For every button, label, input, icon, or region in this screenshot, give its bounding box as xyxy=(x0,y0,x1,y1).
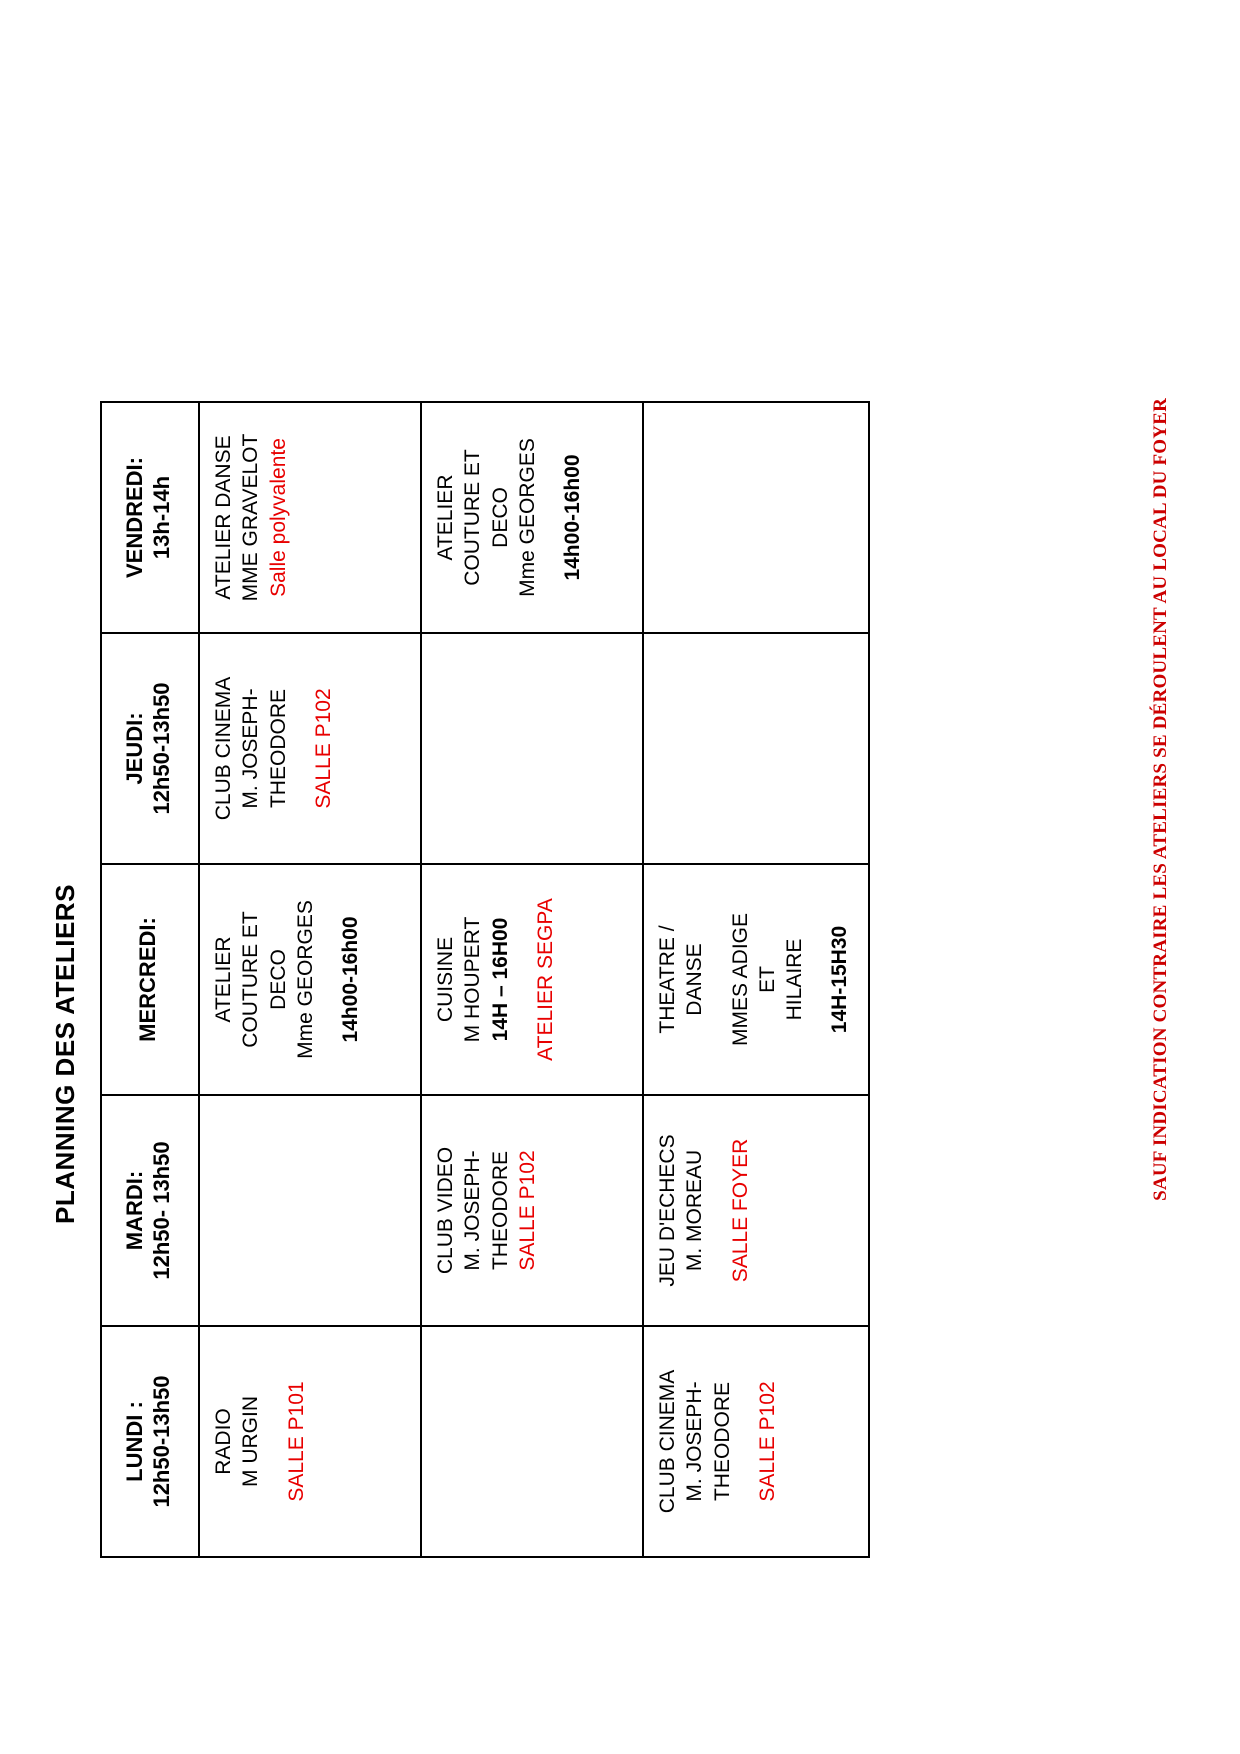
activity-leader: MME GRAVELOT xyxy=(239,433,263,602)
cell-lundi-3 xyxy=(643,1326,869,1557)
activity-leader: M. JOSEPH- xyxy=(239,688,263,809)
cell-lundi-1 xyxy=(199,1326,421,1557)
page-title: PLANNING DES ATELIERS xyxy=(50,884,80,1224)
activity-leader: M. JOSEPH- xyxy=(683,1381,707,1502)
activity-leader-cont: ET xyxy=(755,966,779,993)
column-header-jeudi xyxy=(101,633,199,864)
header-time-jeudi: 12h50-13h50 xyxy=(149,682,174,815)
activity-time: 14h00-16h00 xyxy=(561,454,585,581)
activity-leader: MMES ADIGE xyxy=(728,912,752,1047)
activity-leader: M URGIN xyxy=(239,1396,263,1487)
table-row xyxy=(643,402,869,1557)
column-header-vendredi xyxy=(101,402,199,633)
activity-room: Salle polyvalente xyxy=(266,438,290,597)
cell-mardi-2 xyxy=(421,1095,643,1326)
header-day-mercredi: MERCREDI: xyxy=(135,917,161,1042)
header-time-lundi: 12h50-13h50 xyxy=(149,1375,174,1508)
cell-vendredi-1 xyxy=(199,402,421,633)
activity-leader: M. MOREAU xyxy=(683,1149,707,1272)
cell-jeudi-2 xyxy=(421,633,643,864)
activity-name-cont2: DECO xyxy=(488,487,512,548)
table-row xyxy=(421,402,643,1557)
activity-room: SALLE P102 xyxy=(515,1150,539,1271)
activity-room: SALLE P102 xyxy=(311,688,335,809)
activity-name-cont: COUTURE ET xyxy=(239,911,263,1048)
activity-leader: M HOUPERT xyxy=(461,916,485,1043)
column-header-lundi xyxy=(101,1326,199,1557)
activity-name: ATELIER xyxy=(212,936,235,1023)
header-time-vendredi: 13h-14h xyxy=(149,475,174,560)
table-header-row xyxy=(101,402,199,1557)
header-time-mardi: 12h50- 13h50 xyxy=(149,1141,174,1280)
activity-name: CLUB VIDEO xyxy=(434,1146,457,1275)
cell-mardi-3 xyxy=(643,1095,869,1326)
activity-time: 14H – 16H00 xyxy=(488,917,512,1042)
table-row xyxy=(199,402,421,1557)
activity-name: RADIO xyxy=(212,1408,235,1475)
activity-name: JEU D'ECHECS xyxy=(656,1134,679,1287)
cell-vendredi-2 xyxy=(421,402,643,633)
activity-leader: Mme GEORGES xyxy=(515,438,539,597)
column-header-mercredi xyxy=(101,864,199,1095)
cell-lundi-2 xyxy=(421,1326,643,1557)
activity-name-cont: DANSE xyxy=(683,943,707,1016)
footnote: SAUF INDICATION CONTRAIRE LES ATELIERS SE DÉROULENT AU LOCAL DU FOYER xyxy=(1150,398,1171,1201)
cell-mercredi-2 xyxy=(421,864,643,1095)
activity-leader: Mme GEORGES xyxy=(293,900,317,1059)
activity-note: ATELIER SEGPA xyxy=(533,898,557,1061)
activity-leader-cont2: HILAIRE xyxy=(783,938,807,1021)
activity-leader: M. JOSEPH- xyxy=(461,1150,485,1271)
activity-room: SALLE P102 xyxy=(755,1381,779,1502)
activity-name: ATELIER xyxy=(434,474,457,561)
activity-leader-cont: THEODORE xyxy=(488,1151,512,1271)
activity-name: CLUB CINEMA xyxy=(656,1369,679,1514)
column-header-mardi xyxy=(101,1095,199,1326)
activity-room: SALLE P101 xyxy=(284,1381,308,1502)
activity-leader-cont: THEODORE xyxy=(266,689,290,809)
header-day-mardi: MARDI: xyxy=(121,1170,147,1251)
cell-vendredi-3 xyxy=(643,402,869,633)
activity-leader-cont: THEODORE xyxy=(710,1382,734,1502)
activity-name-cont2: DECO xyxy=(266,949,290,1010)
activity-name: ATELIER DANSE xyxy=(212,435,235,600)
activity-name: CUISINE xyxy=(434,936,457,1023)
activity-name-cont: COUTURE ET xyxy=(461,449,485,586)
header-day-vendredi: VENDREDI: xyxy=(121,457,147,579)
cell-mardi-1 xyxy=(199,1095,421,1326)
activity-room: SALLE FOYER xyxy=(728,1138,752,1283)
activity-time: 14h00-16h00 xyxy=(339,916,363,1043)
cell-jeudi-1 xyxy=(199,633,421,864)
header-day-jeudi: JEUDI: xyxy=(121,712,147,785)
activity-name: CLUB CINEMA xyxy=(212,676,235,821)
activity-time: 14H-15H30 xyxy=(828,925,852,1034)
header-day-lundi: LUNDI : xyxy=(121,1401,147,1482)
cell-mercredi-3 xyxy=(643,864,869,1095)
activity-name: THEATRE / xyxy=(656,925,679,1034)
cell-jeudi-3 xyxy=(643,633,869,864)
cell-mercredi-1 xyxy=(199,864,421,1095)
planning-table xyxy=(100,401,870,1558)
